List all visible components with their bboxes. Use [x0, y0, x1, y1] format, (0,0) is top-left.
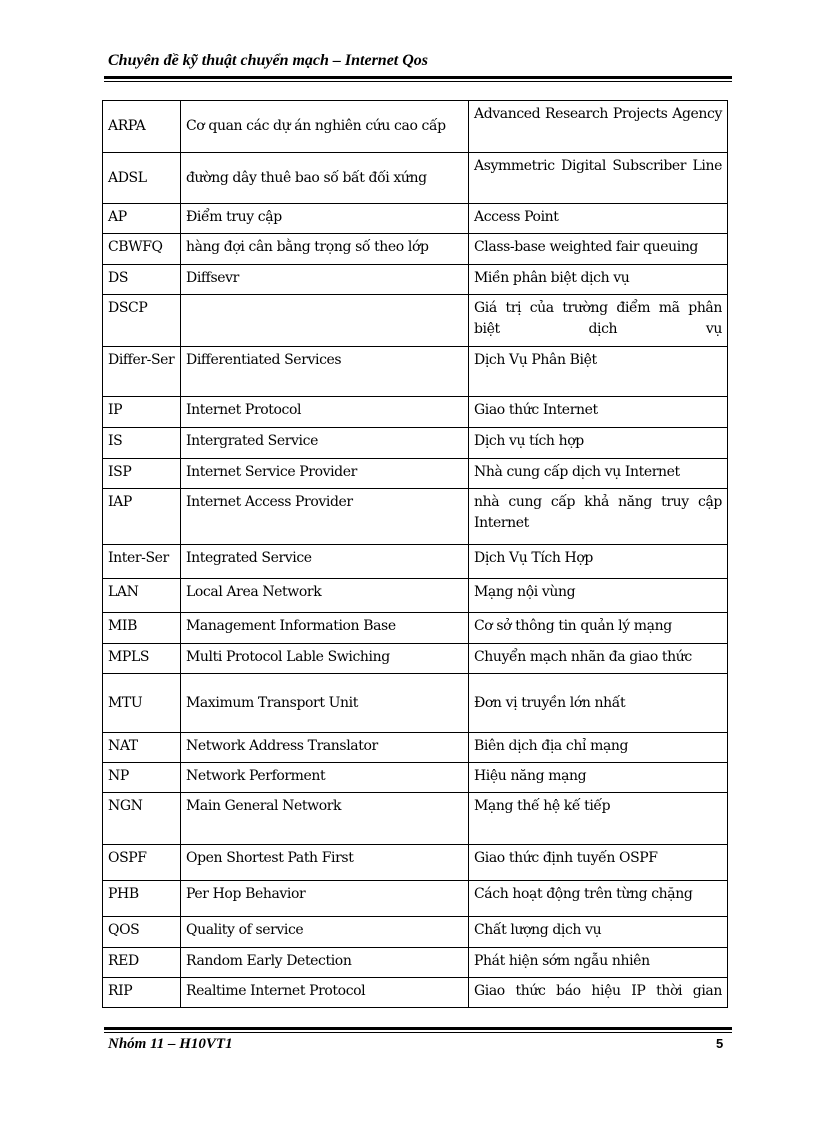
table-row: [103, 234, 728, 265]
vi-cell: Main General Network: [181, 793, 469, 845]
table-row: [103, 101, 728, 153]
abbr-cell: NP: [103, 763, 181, 793]
vi-cell: Network Performent: [181, 763, 469, 793]
abbr-cell: RIP: [103, 978, 181, 1008]
table-row: [103, 613, 728, 644]
table-row: [103, 295, 728, 347]
table-row: [103, 545, 728, 579]
vi-cell: Local Area Network: [181, 579, 469, 613]
en-cell: Cách hoạt động trên từng chặng: [469, 881, 728, 917]
table-row: [103, 204, 728, 234]
table-row: [103, 793, 728, 845]
footer-group-label: Nhóm 11 – H10VT1: [108, 1036, 233, 1052]
table-row: [103, 489, 728, 545]
vi-cell: Multi Protocol Lable Swiching: [181, 644, 469, 674]
abbr-cell: Inter-Ser: [103, 545, 181, 579]
vi-cell: Realtime Internet Protocol: [181, 978, 469, 1008]
vi-cell: Network Address Translator: [181, 733, 469, 763]
table-row: [103, 579, 728, 613]
vi-cell: Quality of service: [181, 917, 469, 948]
header-divider-thin: [104, 81, 732, 82]
table-row: [103, 881, 728, 917]
vi-cell: Cơ quan các dự án nghiên cứu cao cấp: [181, 101, 469, 153]
abbr-cell: MPLS: [103, 644, 181, 674]
table-row: [103, 644, 728, 674]
en-cell: nhà cung cấp khả năng truy cập Internet: [469, 489, 728, 545]
en-cell: Cơ sở thông tin quản lý mạng: [469, 613, 728, 644]
vi-cell: Integrated Service: [181, 545, 469, 579]
abbr-cell: AP: [103, 204, 181, 234]
en-cell: Giá trị của trường điểm mã phân biệt dịch vụ: [469, 295, 728, 347]
abbr-cell: LAN: [103, 579, 181, 613]
en-cell: Dịch vụ tích hợp: [469, 428, 728, 459]
vi-cell: [181, 295, 469, 347]
table-row: [103, 763, 728, 793]
abbreviation-table: [102, 100, 728, 1008]
vi-cell: Differentiated Services: [181, 347, 469, 397]
page-number: 5: [716, 1036, 724, 1051]
vi-cell: Internet Protocol: [181, 397, 469, 428]
abbr-cell: QOS: [103, 917, 181, 948]
vi-cell: Internet Access Provider: [181, 489, 469, 545]
table-row: [103, 428, 728, 459]
abbr-cell: DSCP: [103, 295, 181, 347]
abbr-cell: ISP: [103, 459, 181, 489]
table-row: [103, 347, 728, 397]
vi-cell: Điểm truy cập: [181, 204, 469, 234]
en-cell: Access Point: [469, 204, 728, 234]
vi-cell: Random Early Detection: [181, 948, 469, 978]
vi-cell: đường dây thuê bao số bất đối xứng: [181, 153, 469, 204]
table-row: [103, 397, 728, 428]
en-cell: Nhà cung cấp dịch vụ Internet: [469, 459, 728, 489]
en-cell: Miền phân biệt dịch vụ: [469, 265, 728, 295]
en-cell: Dịch Vụ Phân Biệt: [469, 347, 728, 397]
abbr-cell: IS: [103, 428, 181, 459]
en-cell: Chuyển mạch nhãn đa giao thức: [469, 644, 728, 674]
en-cell: Phát hiện sớm ngẫu nhiên: [469, 948, 728, 978]
en-cell: Giao thức Internet: [469, 397, 728, 428]
table-row: [103, 978, 728, 1008]
en-cell: Mạng thế hệ kế tiếp: [469, 793, 728, 845]
abbr-cell: MIB: [103, 613, 181, 644]
vi-cell: Open Shortest Path First: [181, 845, 469, 881]
abbr-cell: Differ-Ser: [103, 347, 181, 397]
en-cell: Giao thức định tuyến OSPF: [469, 845, 728, 881]
table-row: [103, 153, 728, 204]
abbr-cell: IAP: [103, 489, 181, 545]
en-cell: Dịch Vụ Tích Hợp: [469, 545, 728, 579]
en-cell: Hiệu năng mạng: [469, 763, 728, 793]
table-row: [103, 265, 728, 295]
vi-cell: hàng đợi cân bằng trọng số theo lớp: [181, 234, 469, 265]
en-cell: Advanced Research Projects Agency: [469, 101, 728, 153]
abbr-cell: DS: [103, 265, 181, 295]
abbr-cell: OSPF: [103, 845, 181, 881]
vi-cell: Intergrated Service: [181, 428, 469, 459]
table-row: [103, 674, 728, 733]
vi-cell: Diffsevr: [181, 265, 469, 295]
en-cell: Class-base weighted fair queuing: [469, 234, 728, 265]
abbr-cell: RED: [103, 948, 181, 978]
abbr-cell: NAT: [103, 733, 181, 763]
abbr-cell: IP: [103, 397, 181, 428]
table-row: [103, 733, 728, 763]
page-header-title: Chuyên đề kỹ thuật chuyển mạch – Internet Qos: [108, 52, 429, 69]
en-cell: Đơn vị truyền lớn nhất: [469, 674, 728, 733]
abbr-cell: ARPA: [103, 101, 181, 153]
en-cell: Chất lượng dịch vụ: [469, 917, 728, 948]
footer-divider: [104, 1027, 732, 1030]
table-row: [103, 948, 728, 978]
vi-cell: Internet Service Provider: [181, 459, 469, 489]
en-cell: Biên dịch địa chỉ mạng: [469, 733, 728, 763]
abbr-cell: NGN: [103, 793, 181, 845]
table-row: [103, 917, 728, 948]
footer-divider-thin: [104, 1032, 732, 1033]
vi-cell: Maximum Transport Unit: [181, 674, 469, 733]
vi-cell: Management Information Base: [181, 613, 469, 644]
abbr-cell: MTU: [103, 674, 181, 733]
en-cell: Giao thức báo hiệu IP thời gian: [469, 978, 728, 1008]
table-row: [103, 845, 728, 881]
header-divider: [104, 76, 732, 79]
abbr-cell: ADSL: [103, 153, 181, 204]
table-row: [103, 459, 728, 489]
en-cell: Asymmetric Digital Subscriber Line: [469, 153, 728, 204]
vi-cell: Per Hop Behavior: [181, 881, 469, 917]
abbr-cell: PHB: [103, 881, 181, 917]
abbr-cell: CBWFQ: [103, 234, 181, 265]
en-cell: Mạng nội vùng: [469, 579, 728, 613]
